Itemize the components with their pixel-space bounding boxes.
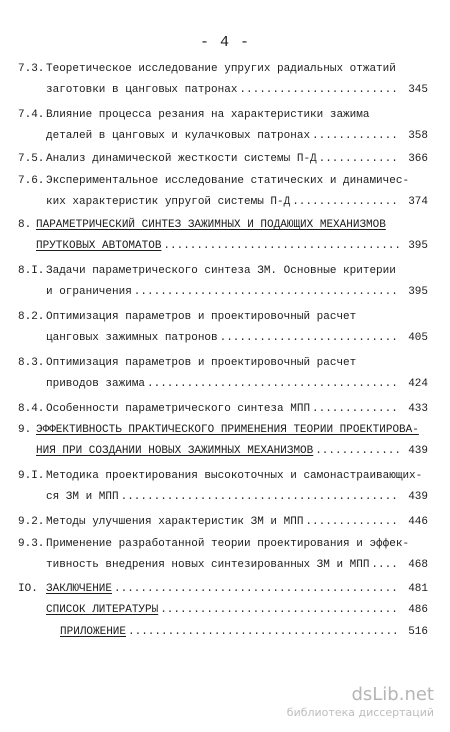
- toc-page-number: 486: [408, 604, 428, 616]
- toc-entry-line: [0, 623, 450, 641]
- toc-entry-line: [0, 488, 450, 506]
- toc-entry-number: 9.2.: [18, 516, 45, 528]
- toc-entry-number: 7.6.: [18, 175, 45, 187]
- toc-entry-number: 8.2.: [18, 311, 45, 323]
- toc-entry-title: Особенности параметрического синтеза МПП: [46, 403, 311, 415]
- leader-dots: [315, 442, 400, 460]
- leader-dots: [292, 193, 400, 211]
- toc-entry-line: [0, 237, 450, 255]
- toc-entry-line: [0, 308, 450, 326]
- toc-entry-line: [0, 580, 450, 598]
- toc-page-number: 439: [408, 445, 428, 457]
- toc-entry-title: Анализ динамической жесткости системы П-Д: [46, 153, 317, 165]
- page-number: - 4 -: [199, 34, 250, 51]
- toc-entry-line: [0, 193, 450, 211]
- toc-page-number: 374: [408, 196, 428, 208]
- leader-dots: [147, 375, 400, 393]
- toc-entry-title: ЭФФЕКТИВНОСТЬ ПРАКТИЧЕСКОГО ПРИМЕНЕНИЯ ТЕОРИИ ПРОЕКТИРОВА-: [36, 424, 419, 436]
- watermark-logo: dsLib.net: [351, 684, 434, 705]
- leader-dots: [371, 556, 400, 574]
- toc-page-number: 424: [408, 378, 428, 390]
- toc-entry-title: ПРИЛОЖЕНИЕ: [60, 626, 127, 638]
- toc-entry-line: [0, 556, 450, 574]
- toc-page-number: 395: [408, 286, 428, 298]
- toc-entry-title: Методика проектирования высокоточных и самонастраивающих-: [46, 470, 423, 482]
- leader-dots: [220, 329, 400, 347]
- toc-entry-number: 9.I.: [18, 470, 45, 482]
- leader-dots: [128, 623, 400, 641]
- toc-entry-title: цанговых зажимных патронов: [46, 332, 218, 344]
- toc-entry-number: 9.: [18, 424, 32, 436]
- toc-entry-title: ся ЗМ и МПП: [46, 491, 119, 503]
- leader-dots: [239, 81, 400, 99]
- toc-page-number: 468: [408, 559, 428, 571]
- toc-entry-title: заготовки в цанговых патронах: [46, 84, 238, 96]
- toc-entry-title: Оптимизация параметров и проектировочный расчет: [46, 311, 357, 323]
- toc-entry-title: Экспериментальное исследование статических и динамичес-: [46, 175, 410, 187]
- leader-dots: [305, 513, 400, 531]
- toc-entry-line: [0, 400, 450, 418]
- toc-entry-title: Влияние процесса резания на характеристики зажима: [46, 109, 370, 121]
- leader-dots: [121, 488, 400, 506]
- toc-entry-line: [0, 262, 450, 280]
- toc-entry-line: [0, 283, 450, 301]
- toc-entry-line: [0, 513, 450, 531]
- toc-entry-number: 8.: [18, 219, 32, 231]
- toc-entry-line: [0, 421, 450, 439]
- leader-dots: [114, 580, 400, 598]
- toc-entry-title: ких характеристик упругой системы П-Д: [46, 196, 291, 208]
- toc-entry-title: тивность внедрения новых синтезированных ЗМ и МПП: [46, 559, 370, 571]
- toc-page-number: 516: [408, 626, 428, 638]
- toc-entry-line: [0, 127, 450, 145]
- toc-entry-line: [0, 467, 450, 485]
- toc-entry-title: и ограничения: [46, 286, 132, 298]
- toc-entry-line: [0, 172, 450, 190]
- toc-entry-line: [0, 354, 450, 372]
- leader-dots: [163, 237, 400, 255]
- toc-entry-title: ПАРАМЕТРИЧЕСКИЙ СИНТЕЗ ЗАЖИМНЫХ И ПОДАЮЩИХ МЕХАНИЗМОВ: [36, 219, 386, 231]
- leader-dots: [312, 400, 400, 418]
- leader-dots: [312, 127, 400, 145]
- toc-entry-number: IO.: [18, 583, 38, 595]
- toc-page-number: 366: [408, 153, 428, 165]
- toc-entry-title: Теоретическое исследование упругих радиальных отжатий: [46, 63, 396, 75]
- toc-entry-title: Оптимизация параметров и проектировочный расчет: [46, 357, 357, 369]
- toc-entry-number: 8.I.: [18, 265, 45, 277]
- toc-entry-number: 8.3.: [18, 357, 45, 369]
- toc-entry-number: 7.3.: [18, 63, 45, 75]
- toc-entry-title: ПРУТКОВЫХ АВТОМАТОВ: [36, 240, 162, 252]
- toc-entry-number: 8.4.: [18, 403, 45, 415]
- toc-entry-title: деталей в цанговых и кулачковых патронах: [46, 130, 311, 142]
- toc-entry-line: [0, 216, 450, 234]
- toc-entry-title: СПИСОК ЛИТЕРАТУРЫ: [46, 604, 159, 616]
- toc-entry-title: Методы улучшения характеристик ЗМ и МПП: [46, 516, 304, 528]
- toc-entry-number: 7.5.: [18, 153, 45, 165]
- leader-dots: [160, 601, 400, 619]
- toc-entry-line: [0, 535, 450, 553]
- table-of-contents: [0, 50, 450, 638]
- toc-entry-line: [0, 601, 450, 619]
- toc-entry-title: НИЯ ПРИ СОЗДАНИИ НОВЫХ ЗАЖИМНЫХ МЕХАНИЗМОВ: [36, 445, 314, 457]
- leader-dots: [134, 283, 400, 301]
- toc-entry-title: ЗАКЛЮЧЕНИЕ: [46, 583, 113, 595]
- toc-entry-number: 7.4.: [18, 109, 45, 121]
- toc-page-number: 345: [408, 84, 428, 96]
- toc-entry-line: [0, 60, 450, 78]
- toc-page-number: 439: [408, 491, 428, 503]
- toc-entry-title: Применение разработанной теории проектирования и эффек-: [46, 538, 410, 550]
- toc-entry-line: [0, 375, 450, 393]
- toc-page-number: 405: [408, 332, 428, 344]
- toc-entry-line: [0, 81, 450, 99]
- watermark-subtitle: библиотека диссертаций: [286, 706, 434, 719]
- toc-entry-title: Задачи параметрического синтеза ЗМ. Основные критерии: [46, 265, 396, 277]
- toc-entry-line: [0, 150, 450, 168]
- watermark: [272, 684, 442, 724]
- toc-page-number: 446: [408, 516, 428, 528]
- toc-entry-line: [0, 442, 450, 460]
- toc-page-number: 358: [408, 130, 428, 142]
- toc-page-number: 433: [408, 403, 428, 415]
- leader-dots: [319, 150, 400, 168]
- toc-entry-title: приводов зажима: [46, 378, 146, 390]
- toc-entry-number: 9.3.: [18, 538, 45, 550]
- toc-entry-line: [0, 329, 450, 347]
- toc-entry-line: [0, 106, 450, 124]
- toc-page-number: 481: [408, 583, 428, 595]
- toc-page-number: 395: [408, 240, 428, 252]
